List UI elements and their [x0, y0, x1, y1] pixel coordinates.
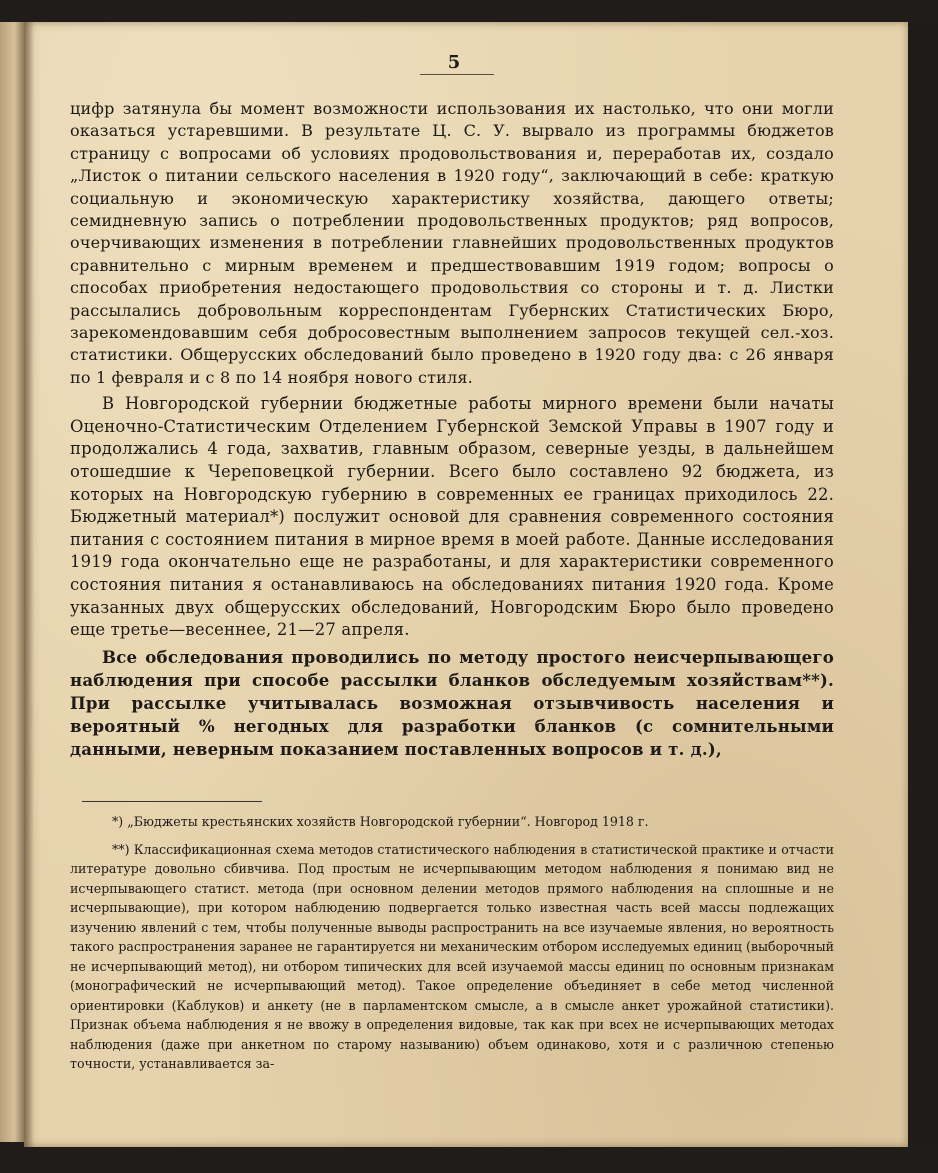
page-number: 5 — [447, 52, 461, 73]
footnotes — [70, 812, 834, 1074]
paragraph-2: В Новгородской губернии бюджетные работы мирного времени были начаты Оценочно-Статистическим Отделением Губернской Земской Управы в 1907 году и продолжались 4 года, захватив, главным образом, северные уезды, в дальнейшем отошедшие к Череповецкой губернии. Всего было составлено 92 бюджета, из которых на Новгородскую губернию в современных ее границах приходилось 22. Бюджетный материал*) послужит основой для сравнения современного состояния питания с состоянием питания в мирное время в моей работе. Данные исследования 1919 года окончательно еще не разработаны, и для характеристики современного состояния питания я останавливаюсь на обследованиях питания 1920 года. Кроме указанных двух общерусских обследований, Новгородским Бюро было проведено еще третье—весеннее, 21—27 апреля. — [70, 394, 834, 640]
previous-page-edge — [0, 22, 26, 1142]
footnote-1: *) „Бюджеты крестьянских хозяйств Новгородской губернии“. Новгород 1918 г. — [112, 814, 649, 829]
paragraph-1: цифр затянула бы момент возможности использования их настолько, что они могли оказаться устаревшими. В результате Ц. С. У. вырвало из программы бюджетов страницу с вопросами об условиях продовольствования и, переработав их, создало „Листок о питании сельского населения в 1920 году“, заключающий в себе: краткую социальную и экономическую характеристику хозяйства, дающего ответы; семидневную запись о потреблении продовольственных продуктов; ряд вопросов, очерчивающих изменения в потреблении главнейших продовольственных продуктов сравнительно с мирным временем и предшествовавшим 1919 годом; вопросы о способах приобретения недостающего продовольствия со стороны и т. д. Листки рассылались добровольным корреспондентам Губернских Статистических Бюро, зарекомендовавшим себя добросовестным выполнением запросов текущей сел.-хоз. статистики. Общерусских обследований было проведено в 1920 году два: с 26 января по 1 февраля и с 8 по 14 ноября нового стиля. — [70, 99, 834, 387]
footnote-divider — [82, 801, 262, 802]
body-text — [70, 98, 834, 761]
scan-right-border — [908, 22, 938, 1147]
paragraph-3: Все обследования проводились по методу простого неисчерпывающего наблюдения при способе рассылки бланков обследуемым хозяйствам**). При рассылке учитывалась возможная отзывчивость населения и вероятный % негодных для разработки бланков (с сомнительными данными, неверным показанием поставленных вопросов и т. д.), — [70, 646, 834, 759]
spine-shadow — [24, 22, 34, 1147]
footnote-2: **) Классификационная схема методов статистического наблюдения в статистической практике и отчасти литературе довольно сбивчива. Под простым не исчерпывающим методом наблюдения я понимаю вид не исчерпывающего статист. метода (при основном делении методов прямого наблюдения на сплошные и не исчерпывающие), при котором наблюдению подвергается только известная часть всей массы подлежащих изучению явлений с тем, чтобы полученные выводы распространить на все изучаемые явления, но вероятность такого распространения заранее не гарантируется ни механическим отбором исследуемых единиц (выборочный не исчерпывающий метод), ни отбором типических для всей изучаемой массы единиц по основным признакам (монографический не исчерпывающий метод). Такое определение объединяет в себе метод численной ориентировки (Каблуков) и анкету (не в парламентском смысле, а в смысле анкет урожайной статистики). Признак объема наблюдения я не ввожу в определения видовые, так как при всех не исчерпывающих методах наблюдения (даже при анкетном по старому называнию) объем одинаково, хотя и с различною степенью точности, устанавливается за- — [70, 841, 834, 1071]
page-number-rule — [420, 74, 494, 75]
document-page — [24, 22, 908, 1147]
